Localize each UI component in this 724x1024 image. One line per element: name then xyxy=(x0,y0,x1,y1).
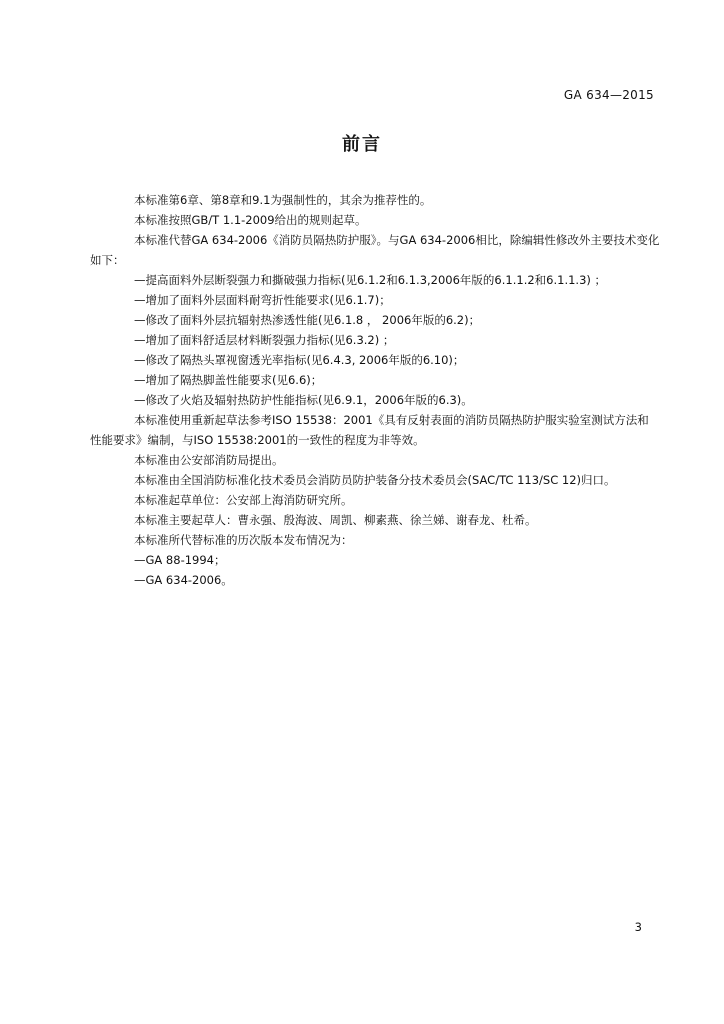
history-item: —GA 88-1994； xyxy=(134,553,226,567)
paragraph-mandatory: 本标准第6章、第8章和9.1为强制性的，其余为推荐性的。 xyxy=(134,193,432,207)
change-item: —增加了隔热脚盖性能要求(见6.6)； xyxy=(134,373,323,387)
paragraph-drafting-unit: 本标准起草单位：公安部上海消防研究所。 xyxy=(134,493,353,507)
foreword-body xyxy=(90,190,660,590)
change-item: —修改了面料外层抗辐射热渗透性能(见6.1.8 ， 2006年版的6.2)； xyxy=(134,313,481,327)
paragraph-proposed-by: 本标准由公安部消防局提出。 xyxy=(134,453,284,467)
change-item: —修改了隔热头罩视窗透光率指标(见6.4.3, 2006年版的6.10)； xyxy=(134,353,465,367)
paragraph-drafting-rules: 本标准按照GB/T 1.1-2009给出的规则起草。 xyxy=(134,213,367,227)
standard-id: GA 634—2015 xyxy=(563,88,654,102)
change-item: —修改了火焰及辐射热防护性能指标(见6.9.1，2006年版的6.3)。 xyxy=(134,393,473,407)
paragraph-replaces: 本标准代替GA 634-2006《消防员隔热防护服》。与GA 634-2006相比，除编辑性修改外主要技术变化如下： xyxy=(90,233,660,267)
paragraph-drafters: 本标准主要起草人：曹永强、殷海波、周凯、柳素燕、徐兰娣、谢春龙、杜希。 xyxy=(134,513,537,527)
history-item: —GA 634-2006。 xyxy=(134,573,233,587)
page-number: 3 xyxy=(634,920,642,934)
change-item: —增加了面料外层面料耐弯折性能要求(见6.1.7)； xyxy=(134,293,391,307)
paragraph-iso-reference: 本标准使用重新起草法参考ISO 15538：2001《具有反射表面的消防员隔热防护服实验室测试方法和性能要求》编制，与ISO 15538:2001的一致性的程度为非等效。 xyxy=(90,413,649,447)
change-item: —增加了面料舒适层材料断裂强力指标(见6.3.2) ； xyxy=(134,333,395,347)
paragraph-jurisdiction: 本标准由全国消防标准化技术委员会消防员防护装备分技术委员会(SAC/TC 113/SC 12)归口。 xyxy=(134,473,616,487)
paragraph-history-intro: 本标准所代替标准的历次版本发布情况为： xyxy=(134,533,353,547)
change-item: —提高面料外层断裂强力和撕破强力指标(见6.1.2和6.1.3,2006年版的6.1.1.2和6.1.1.3) ； xyxy=(134,273,607,287)
page-title: 前言 xyxy=(342,134,382,155)
